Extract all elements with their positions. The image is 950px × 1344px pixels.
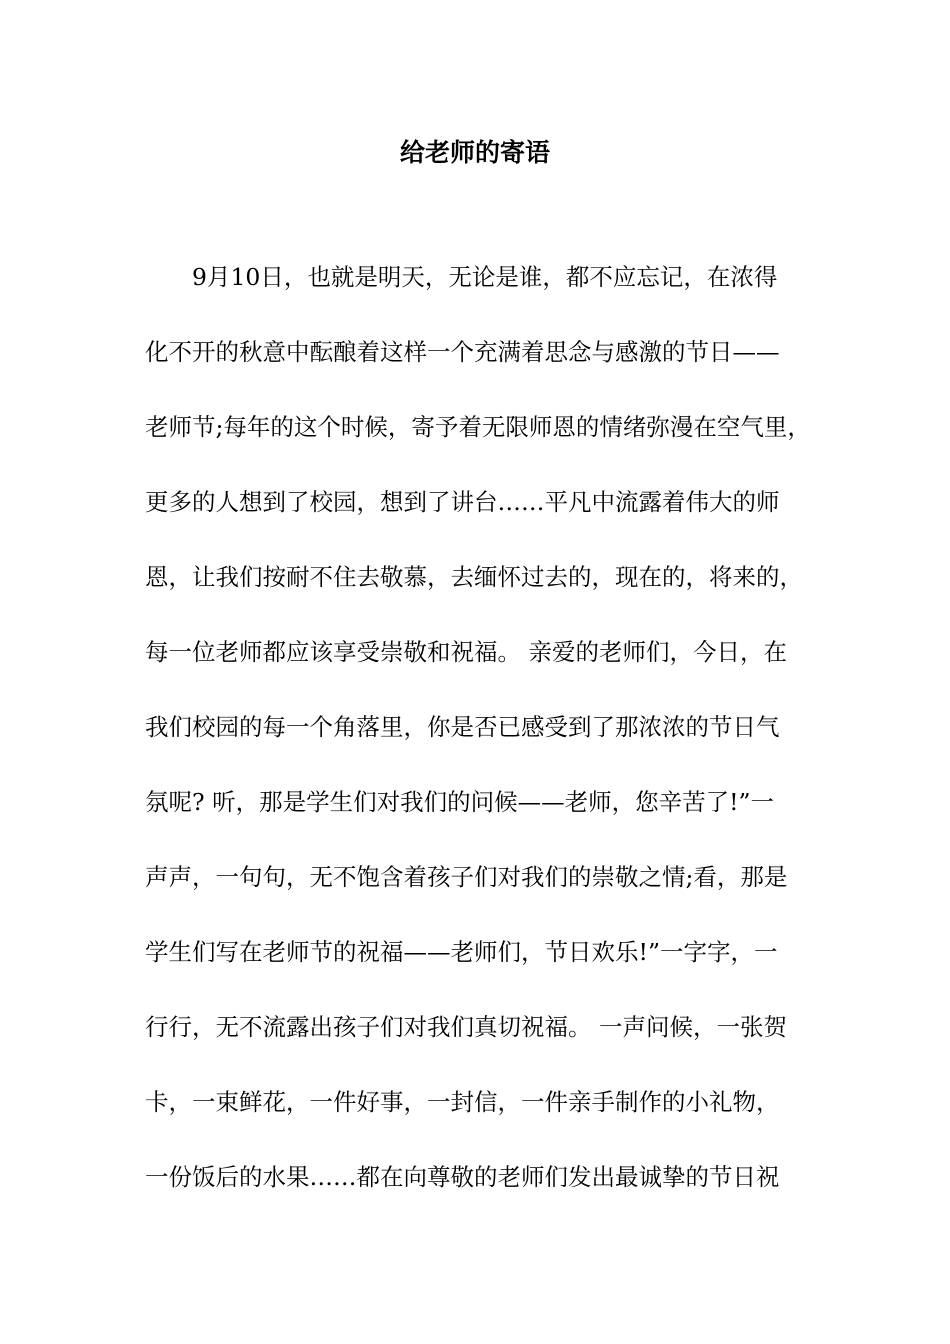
text-line: 学生们写在老师节的祝福——老师们，节日欢乐!”一字字，一 bbox=[145, 938, 778, 966]
document-body bbox=[145, 255, 815, 1230]
text-line: 每一位老师都应该享受崇敬和祝福。 亲爱的老师们，今日，在 bbox=[145, 638, 787, 666]
text-line: 9月10日，也就是明天，无论是谁，都不应忘记，在浓得 bbox=[192, 263, 778, 291]
text-line: 化不开的秋意中酝酿着这样一个充满着思念与感激的节日—— bbox=[145, 338, 780, 366]
text-line: 行行，无不流露出孩子们对我们真切祝福。 一声问候，一张贺 bbox=[145, 1013, 787, 1041]
text-line: 更多的人想到了校园，想到了讲台……平凡中流露着伟大的师 bbox=[145, 488, 780, 516]
text-line: 老师节;每年的这个时候，寄予着无限师恩的情绪弥漫在空气里， bbox=[145, 413, 811, 441]
text-line: 卡，一束鲜花，一件好事，一封信，一件亲手制作的小礼物， bbox=[145, 1088, 780, 1116]
text-line: 恩，让我们按耐不住去敬慕，去缅怀过去的，现在的，将来的， bbox=[145, 563, 803, 591]
document-title: 给老师的寄语 bbox=[399, 138, 550, 167]
text-line: 声声，一句句，无不饱含着孩子们对我们的崇敬之情;看，那是 bbox=[145, 863, 788, 891]
text-line: 氛呢? 听，那是学生们对我们的问候——老师，您辛苦了!”一 bbox=[145, 788, 775, 816]
text-line: 一份饭后的水果……都在向尊敬的老师们发出最诚挚的节日祝 bbox=[145, 1163, 780, 1191]
text-line: 我们校园的每一个角落里，你是否已感受到了那浓浓的节日气 bbox=[145, 713, 780, 741]
